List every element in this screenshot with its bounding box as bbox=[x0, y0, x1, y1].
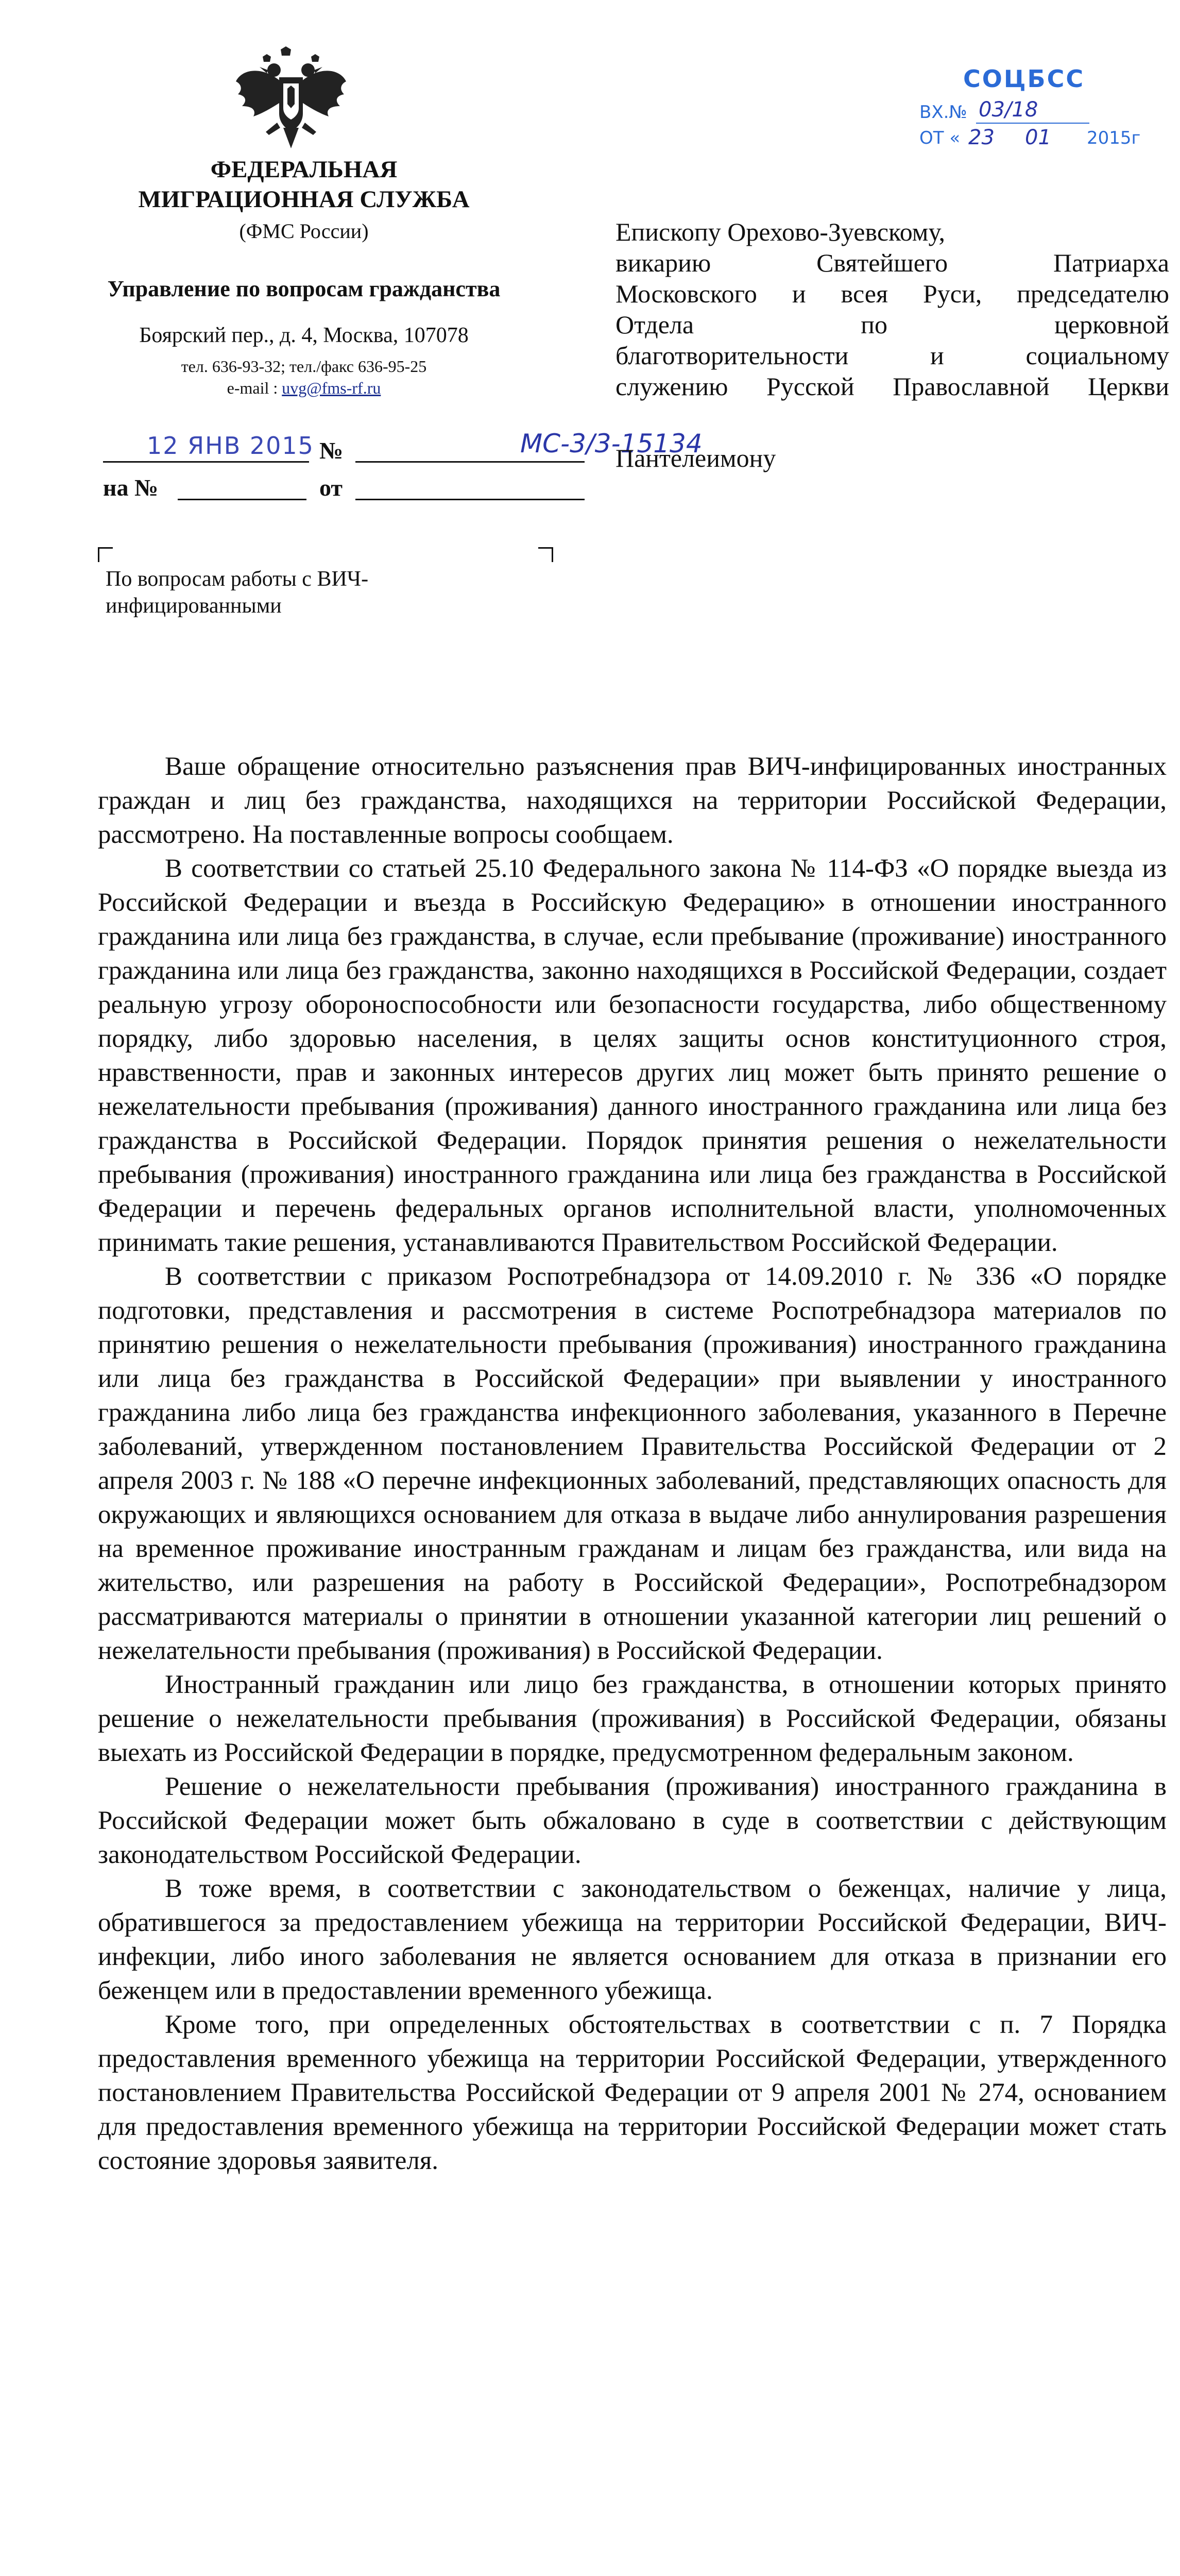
outgoing-number-label: № bbox=[319, 437, 344, 464]
incoming-stamp-day: 23 bbox=[968, 126, 995, 149]
addressee-line: благотворительности и социальному bbox=[615, 341, 1169, 370]
agency-address: Боярский пер., д. 4, Москва, 107078 bbox=[139, 324, 469, 347]
outgoing-date-stamp: 12 ЯНВ 2015 bbox=[147, 432, 314, 460]
body-paragraph: Иностранный гражданин или лицо без гражданства, в отношении которых принято решение о нежелательности пребывания (проживания) в Российской Федерации, обязаны выехать из Российской Федерации в порядке, предусмотренном федеральным законом. bbox=[98, 1670, 1167, 1767]
outgoing-number: МС-3/3-15134 bbox=[520, 429, 703, 459]
incoming-stamp-number: 03/18 bbox=[979, 98, 1038, 122]
agency-name-line2: МИГРАЦИОННАЯ СЛУЖБА bbox=[138, 186, 470, 213]
addressee-line: Отдела по церковной bbox=[615, 310, 1169, 339]
incoming-stamp-date-label: ОТ « bbox=[919, 128, 961, 148]
addressee-line: Московского и всея Руси, председателю bbox=[615, 279, 1169, 308]
addressee-line: викарию Святейшего Патриарха bbox=[615, 248, 1169, 277]
agency-name-line1: ФЕДЕРАЛЬНАЯ bbox=[210, 156, 398, 183]
email-link[interactable]: uvg@fms-rf.ru bbox=[282, 379, 381, 397]
agency-email-line bbox=[93, 379, 515, 398]
outgoing-number-line bbox=[355, 461, 585, 463]
body-paragraph: Кроме того, при определенных обстоятельствах в соответствии с п. 7 Порядка предоставления временного убежища на территории Российской Федерации, утвержденного постановлением Правительства Российской Федерации от 9 апреля 2001 № 274, основанием для предоставления временного убежища на территории Российской Федерации может стать состояние здоровья заявителя. bbox=[98, 2010, 1167, 2175]
letter-subject: По вопросам работы с ВИЧ-инфицированными bbox=[106, 567, 369, 618]
agency-name bbox=[93, 155, 515, 214]
double-headed-eagle-emblem-icon bbox=[232, 45, 350, 154]
email-label: e-mail : bbox=[227, 379, 282, 397]
addressee-block bbox=[615, 216, 1169, 402]
incoming-stamp-org: СОЦБСС bbox=[963, 65, 1085, 93]
incoming-stamp-year: 2015г bbox=[1087, 128, 1141, 148]
incoming-stamp-month: 01 bbox=[1025, 126, 1051, 149]
body-paragraph: В соответствии с приказом Роспотребнадзора от 14.09.2010 г. № 336 «О порядке подготовки, представления и рассмотрения в системе Роспотребнадзора материалов по принятию решения о нежелательности пребывания (проживания) иностранного гражданина или лица без гражданства в Российской Федерации» при выявлении у иностранного гражданина либо лица без гражданства инфекционного заболевания, указанного в Перечне заболеваний, утвержденном постановлением Правительства Российской Федерации от 2 апреля 2003 г. № 188 «О перечне инфекционных заболеваний, представляющих опасность для окружающих и являющихся основанием для отказа в выдаче либо аннулирования разрешения на временное проживание иностранным гражданам и лицам без гражданства, или вида на жительство, или разрешения на работу в Российской Федерации», Роспотребнадзором рассматриваются материалы о принятии в отношении указанной категории лиц решений о нежелательности пребывания (проживания) в Российской Федерации. bbox=[98, 1262, 1167, 1665]
body-paragraph: В тоже время, в соответствии с законодательством о беженцах, наличие у лица, обратившегося за предоставлением убежища на территории Российской Федерации, ВИЧ-инфекции, либо иного заболевания не является основанием для отказа в признании его беженцем или в предоставлении временного убежища. bbox=[98, 1874, 1167, 2005]
reference-number-line bbox=[178, 499, 306, 500]
agency-short-name: (ФМС России) bbox=[239, 219, 369, 243]
addressee-name: Пантелеимону bbox=[615, 444, 776, 472]
agency-phones: тел. 636-93-32; тел./факс 636-95-25 bbox=[181, 357, 427, 376]
reference-date-line bbox=[355, 499, 585, 500]
body-paragraph: Ваше обращение относительно разъяснения прав ВИЧ-инфицированных иностранных граждан и лиц без гражданства, находящихся на территории Российской Федерации, рассмотрено. На поставленные вопросы сообщаем. bbox=[98, 752, 1167, 849]
subject-corner-top-left bbox=[98, 547, 113, 562]
subject-corner-top-right bbox=[538, 547, 553, 562]
outgoing-date-line bbox=[103, 461, 309, 463]
department-name: Управление по вопросам гражданства bbox=[107, 276, 501, 301]
incoming-stamp-number-line bbox=[976, 123, 1089, 124]
body-paragraph: Решение о нежелательности пребывания (проживания) иностранного гражданина в Российской Федерации может быть обжаловано в суде в соответствии с действующим законодательством Российской Федерации. bbox=[98, 1772, 1167, 1869]
addressee-line: Епископу Орехово-Зуевскому, bbox=[615, 217, 945, 246]
incoming-stamp-number-label: ВХ.№ bbox=[919, 102, 967, 123]
reference-date-label: от bbox=[319, 474, 343, 501]
reference-number-label: на № bbox=[103, 474, 159, 501]
letter-body bbox=[98, 750, 1167, 2178]
body-paragraph: В соответствии со статьей 25.10 Федерального закона № 114-ФЗ «О порядке выезда из Российской Федерации и въезда в Российскую Федерацию» в отношении иностранного гражданина или лица без гражданства, в случае, если пребывание (проживание) иностранного гражданина или лица без гражданства, законно находящихся в Российской Федерации, создает реальную угрозу обороноспособности или безопасности государства, либо общественному порядку, либо здоровью населения, в целях защиты основ конституционного строя, нравственности, прав и законных интересов других лиц может быть принято решение о нежелательности пребывания (проживания) данного иностранного гражданина или лица без гражданства в Российской Федерации. Порядок принятия решения о нежелательности пребывания (проживания) иностранного гражданина или лица без гражданства в Российской Федерации и перечень федеральных органов исполнительной власти, уполномоченных принимать такие решения, устанавливаются Правительством Российской Федерации. bbox=[98, 854, 1167, 1257]
addressee-line: служению Русской Православной Церкви bbox=[615, 372, 1169, 401]
